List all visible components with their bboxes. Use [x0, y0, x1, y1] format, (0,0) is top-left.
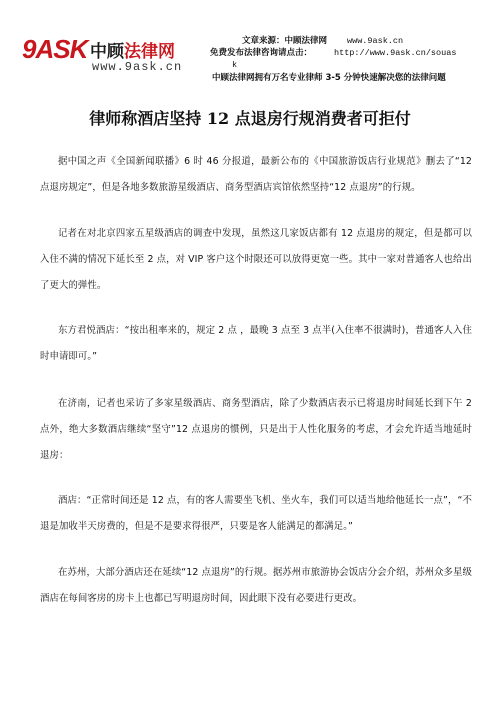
header-tagline: 中顾法律网拥有万名专业律师 3-5 分钟快速解决您的法律问题 — [212, 73, 446, 83]
article-paragraph-1: 据中国之声《全国新闻联播》6 时 46 分报道，最新公布的《中国旅游饭店行业规范》删去了“12 点退房规定”，但是各地多数旅游星级酒店、商务型酒店宾馆依然坚持“12 点退房”的行规。 — [40, 156, 472, 193]
header-info — [210, 35, 495, 84]
page-header — [0, 0, 500, 90]
logo-brand — [90, 37, 175, 62]
consult-row — [210, 47, 495, 59]
logo-mark: 9ASK — [22, 34, 88, 64]
logo-url: www.9ask.cn — [92, 60, 183, 74]
article-paragraph-2: 记者在对北京四家五星级酒店的调查中发现，虽然这几家饭店都有 12 点退房的规定，但是都可以入住不满的情况下延长至 2 点，对 VIP 客户这个时限还可以放得更宽一些。其中一家对普通客人也给出了更大的弹性。 — [40, 228, 472, 291]
article-paragraph-6: 在苏州，大部分酒店还在延续“12 点退房”的行规。据苏州市旅游协会饭店分会介绍，苏州众多星级酒店在每间客房的房卡上也都已写明退房时间，因此眼下没有必要进行更改。 — [40, 567, 472, 604]
source-label: 文章来源：中顾法律网 — [242, 36, 328, 46]
logo-brand-a: 中顾 — [90, 42, 124, 62]
site-logo[interactable] — [22, 34, 202, 78]
consult-label: 免费发布法律咨询请点击： — [210, 48, 313, 58]
article-paragraph-3: 东方君悦酒店：“按出租率来的，规定 2 点 ，最晚 3 点至 3 点半(入住率不很满时)，普通客人入住时申请即可。” — [40, 325, 472, 362]
consult-url-continued[interactable]: k — [232, 60, 238, 70]
article-paragraph-5: 酒店：“正常时间还是 12 点，有的客人需要坐飞机、坐火车，我们可以适当地给他延长一点”，“不退是加收半天房费的，但是不是要求得很严，只要是客人能满足的都满足。” — [40, 495, 472, 532]
source-row — [210, 35, 495, 47]
article-paragraph-4: 在济南，记者也采访了多家星级酒店、商务型酒店，除了少数酒店表示已将退房时间延长到下午 2 点外，绝大多数酒店继续“坚守”12 点退房的惯例，只是出于人性化服务的考虑，才会允许适当地延时退房： — [40, 398, 472, 461]
source-url[interactable]: www.9ask.cn — [347, 36, 404, 46]
consult-url[interactable]: http://www.9ask.cn/souas — [334, 48, 457, 58]
article-title: 律师称酒店坚持 12 点退房行规消费者可拒付 — [89, 109, 411, 128]
logo-brand-b: 法律网 — [124, 42, 175, 62]
